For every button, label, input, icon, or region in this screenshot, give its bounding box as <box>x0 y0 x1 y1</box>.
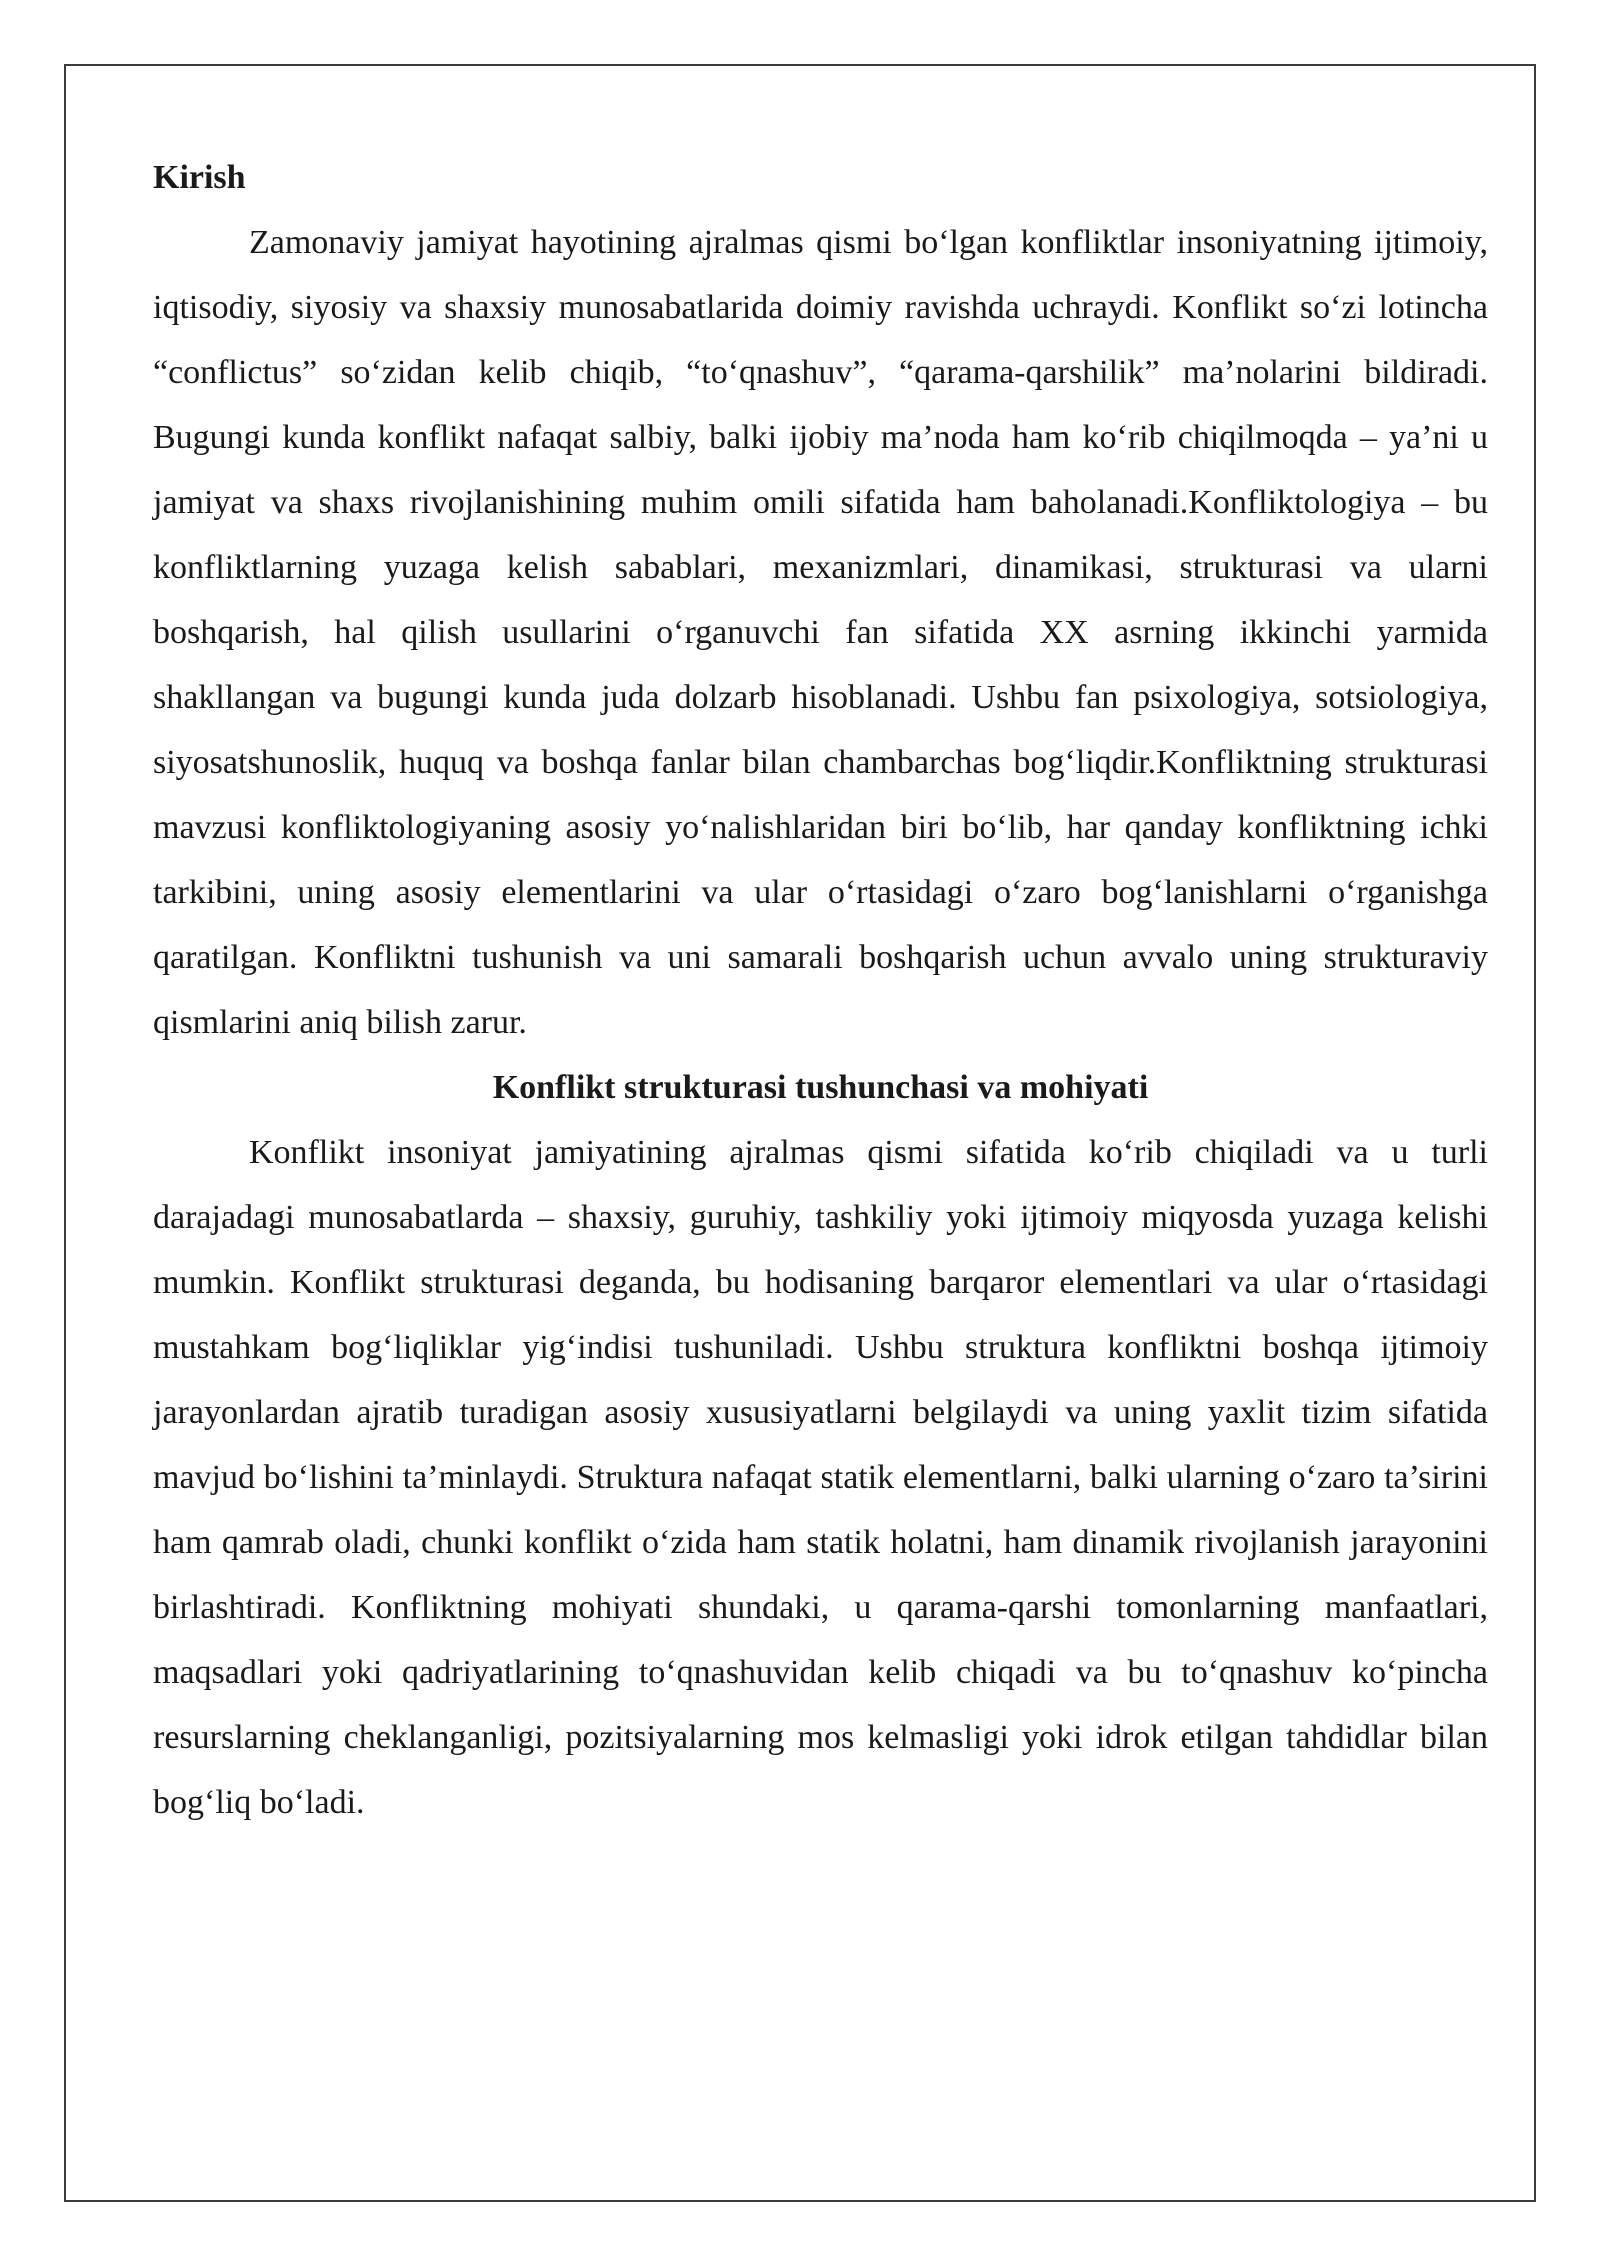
intro-heading: Kirish <box>153 159 246 196</box>
document-body <box>153 145 1488 1835</box>
intro-paragraph: Zamonaviy jamiyat hayotining ajralmas qismi bo‘lgan konfliktlar insoniyatning ijtimoiy, iqtisodiy, siyosiy va shaxsiy munosabatlarida doimiy ravishda uchraydi. Konflikt so‘zi lotincha “conflictus” so‘zidan kelib chiqib, “to‘qnashuv”, “qarama-qarshilik” ma’nolarini bildiradi. Bugungi kunda konflikt nafaqat salbiy, balki ijobiy ma’noda ham ko‘rib chiqilmoqda – ya’ni u jamiyat va shaxs rivojlanishining muhim omili sifatida ham baholanadi.Konfliktologiya – bu konfliktlarning yuzaga kelish sabablari, mexanizmlari, dinamikasi, strukturasi va ularni boshqarish, hal qilish usullarini o‘rganuvchi fan sifatida XX asrning ikkinchi yarmida shakllangan va bugungi kunda juda dolzarb hisoblanadi. Ushbu fan psixologiya, sotsiologiya, siyosatshunoslik, huquq va boshqa fanlar bilan chambarchas bog‘liqdir.Konfliktning strukturasi mavzusi konfliktologiyaning asosiy yo‘nalishlaridan biri bo‘lib, har qanday konfliktning ichki tarkibini, uning asosiy elementlarini va ular o‘rtasidagi o‘zaro bog‘lanishlarni o‘rganishga qaratilgan. Konfliktni tushunish va uni samarali boshqarish uchun avvalo uning strukturaviy qismlarini aniq bilish zarur. <box>153 224 1488 1041</box>
section-paragraph: Konflikt insoniyat jamiyatining ajralmas qismi sifatida ko‘rib chiqiladi va u turli darajadagi munosabatlarda – shaxsiy, guruhiy, tashkiliy yoki ijtimoiy miqyosda yuzaga kelishi mumkin. Konflikt strukturasi deganda, bu hodisaning barqaror elementlari va ular o‘rtasidagi mustahkam bog‘liqliklar yig‘indisi tushuniladi. Ushbu struktura konfliktni boshqa ijtimoiy jarayonlardan ajratib turadigan asosiy xususiyatlarni belgilaydi va uning yaxlit tizim sifatida mavjud bo‘lishini ta’minlaydi. Struktura nafaqat statik elementlarni, balki ularning o‘zaro ta’sirini ham qamrab oladi, chunki konflikt o‘zida ham statik holatni, ham dinamik rivojlanish jarayonini birlashtiradi. Konfliktning mohiyati shundaki, u qarama-qarshi tomonlarning manfaatlari, maqsadlari yoki qadriyatlarining to‘qnashuvidan kelib chiqadi va bu to‘qnashuv ko‘pincha resurslarning cheklanganligi, pozitsiyalarning mos kelmasligi yoki idrok etilgan tahdidlar bilan bog‘liq bo‘ladi. <box>153 1134 1488 1821</box>
section-heading: Konflikt strukturasi tushunchasi va mohiyati <box>492 1069 1149 1106</box>
